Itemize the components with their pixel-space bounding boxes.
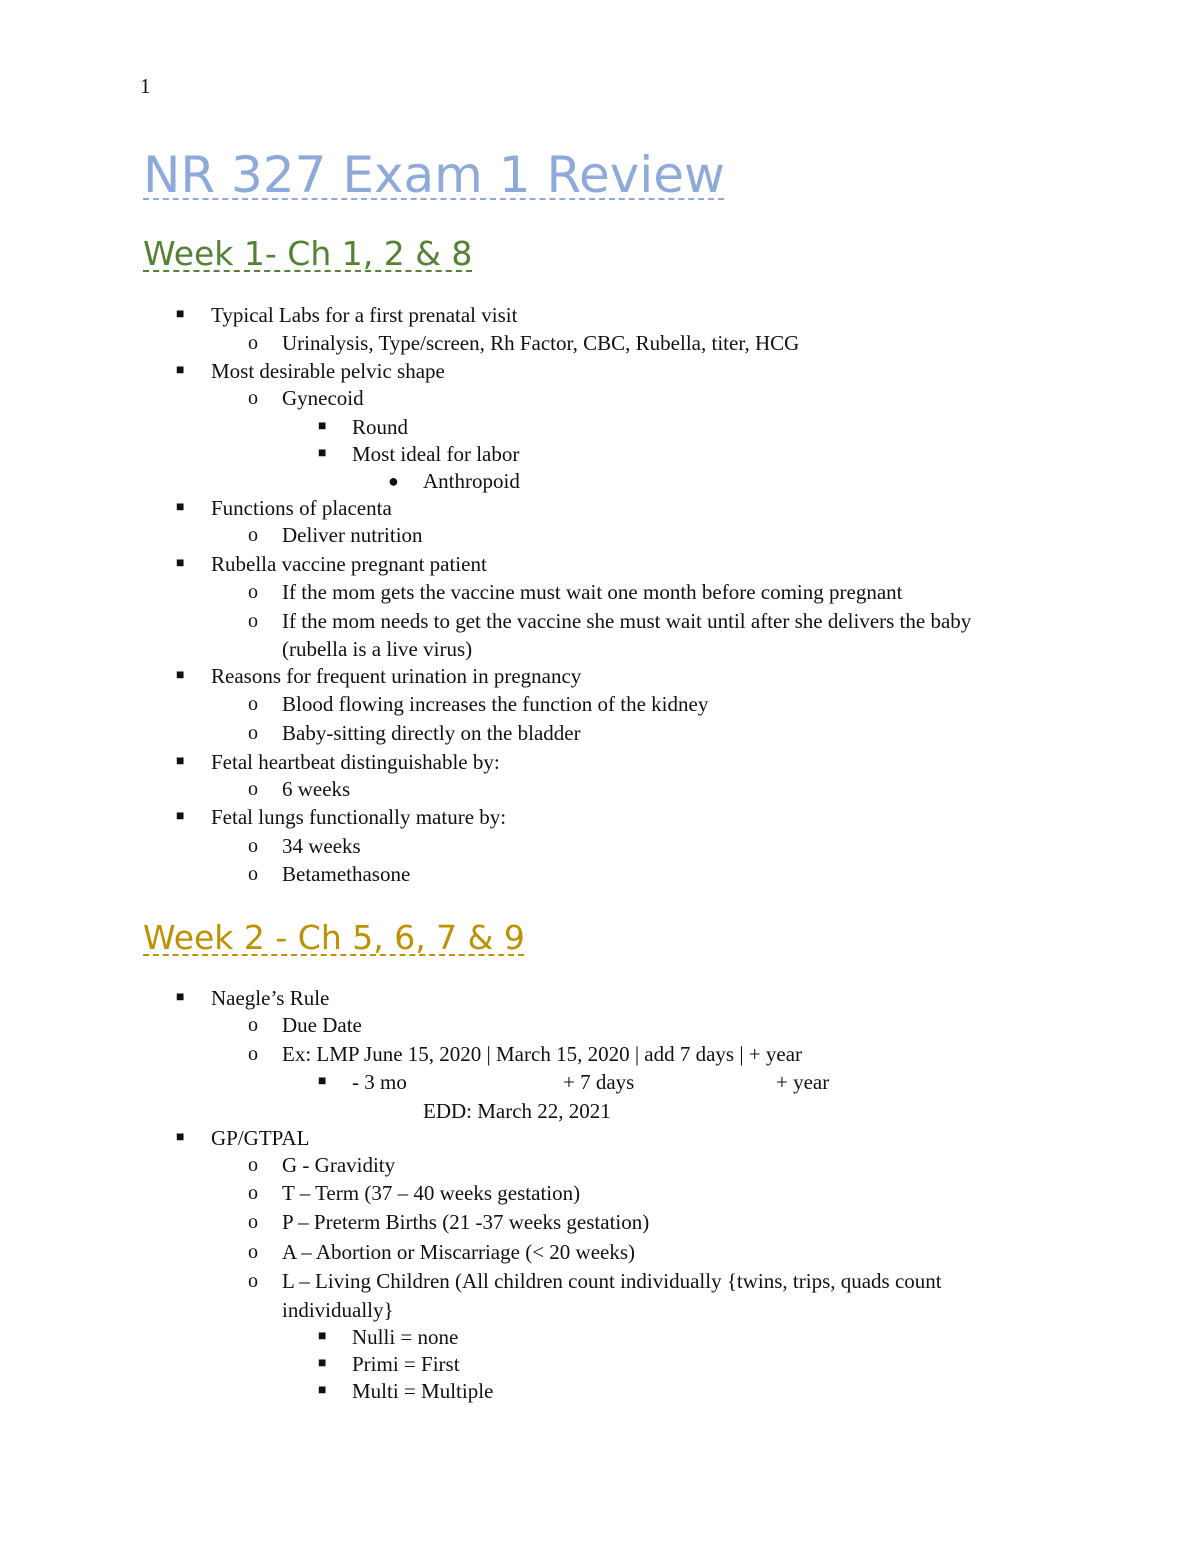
document-title: NR 327 Exam 1 Review	[143, 146, 725, 204]
list-item: L – Living Children (All children count individually {twins, trips, quads count	[282, 1269, 942, 1293]
list-item: Nulli = none	[352, 1325, 459, 1349]
week2-heading: Week 2 - Ch 5, 6, 7 & 9	[143, 918, 525, 957]
list-item: Most desirable pelvic shape	[211, 359, 445, 383]
square-bullet-icon: ■	[176, 668, 185, 683]
circle-bullet-icon: o	[248, 863, 258, 885]
circle-bullet-icon: o	[248, 1211, 258, 1233]
list-item: Most ideal for labor	[352, 442, 520, 466]
square-bullet-icon: ■	[176, 990, 185, 1005]
list-item: 34 weeks	[282, 834, 361, 858]
list-item: Round	[352, 415, 409, 439]
dot-bullet-icon: ●	[388, 471, 399, 491]
list-item: Rubella vaccine pregnant patient	[211, 552, 487, 576]
list-item: Anthropoid	[423, 469, 520, 493]
circle-bullet-icon: o	[248, 387, 258, 409]
square-bullet-icon: ■	[176, 1130, 185, 1145]
list-item: - 3 mo	[352, 1070, 407, 1094]
list-item-segment: + year	[776, 1070, 830, 1094]
list-item: Deliver nutrition	[282, 523, 423, 547]
square-bullet-icon: ■	[176, 500, 185, 515]
square-bullet-icon: ■	[176, 809, 185, 824]
list-item: 6 weeks	[282, 777, 351, 801]
list-item: If the mom needs to get the vaccine she must wait until after she delivers the baby	[282, 609, 972, 633]
list-item: G - Gravidity	[282, 1153, 396, 1177]
circle-bullet-icon: o	[248, 693, 258, 715]
square-bullet-icon: ■	[176, 363, 185, 378]
list-item: P – Preterm Births (21 -37 weeks gestation)	[282, 1210, 650, 1234]
square-bullet-icon: ■	[318, 446, 327, 461]
list-item: Blood flowing increases the function of the kidney	[282, 692, 709, 716]
square-bullet-icon: ■	[176, 556, 185, 571]
list-item: Urinalysis, Type/screen, Rh Factor, CBC, Rubella, titer, HCG	[282, 331, 800, 355]
list-item: A – Abortion or Miscarriage (< 20 weeks)	[282, 1240, 636, 1264]
list-item: Typical Labs for a first prenatal visit	[211, 303, 518, 327]
list-item: Fetal lungs functionally mature by:	[211, 805, 507, 829]
square-bullet-icon: ■	[318, 1329, 327, 1344]
square-bullet-icon: ■	[176, 307, 185, 322]
list-item: GP/GTPAL	[211, 1126, 310, 1150]
list-item-continuation: EDD: March 22, 2021	[423, 1099, 611, 1123]
list-item: Multi = Multiple	[352, 1379, 494, 1403]
list-item: Primi = First	[352, 1352, 460, 1376]
circle-bullet-icon: o	[248, 835, 258, 857]
square-bullet-icon: ■	[318, 419, 327, 434]
list-item-segment: + 7 days	[563, 1070, 635, 1094]
circle-bullet-icon: o	[248, 1043, 258, 1065]
page-number: 1	[140, 74, 151, 98]
list-item: Ex: LMP June 15, 2020 | March 15, 2020 | add 7 days | + year	[282, 1042, 803, 1066]
circle-bullet-icon: o	[248, 778, 258, 800]
list-item: T – Term (37 – 40 weeks gestation)	[282, 1181, 581, 1205]
list-item-continuation: (rubella is a live virus)	[282, 637, 473, 661]
circle-bullet-icon: o	[248, 524, 258, 546]
list-item: Functions of placenta	[211, 496, 392, 520]
circle-bullet-icon: o	[248, 1182, 258, 1204]
list-item: Baby-sitting directly on the bladder	[282, 721, 581, 745]
circle-bullet-icon: o	[248, 1154, 258, 1176]
square-bullet-icon: ■	[318, 1383, 327, 1398]
list-item: Reasons for frequent urination in pregnancy	[211, 664, 582, 688]
circle-bullet-icon: o	[248, 1270, 258, 1292]
circle-bullet-icon: o	[248, 1241, 258, 1263]
square-bullet-icon: ■	[176, 754, 185, 769]
circle-bullet-icon: o	[248, 1014, 258, 1036]
list-item: Betamethasone	[282, 862, 411, 886]
list-item: If the mom gets the vaccine must wait one month before coming pregnant	[282, 580, 903, 604]
circle-bullet-icon: o	[248, 722, 258, 744]
list-item: Due Date	[282, 1013, 362, 1037]
list-item: Naegle’s Rule	[211, 986, 330, 1010]
circle-bullet-icon: o	[248, 581, 258, 603]
list-item-continuation: individually}	[282, 1298, 394, 1322]
circle-bullet-icon: o	[248, 332, 258, 354]
list-item: Fetal heartbeat distinguishable by:	[211, 750, 500, 774]
week1-heading: Week 1- Ch 1, 2 & 8	[143, 234, 473, 273]
square-bullet-icon: ■	[318, 1356, 327, 1371]
circle-bullet-icon: o	[248, 610, 258, 632]
list-item: Gynecoid	[282, 386, 364, 410]
square-bullet-icon: ■	[318, 1074, 327, 1089]
